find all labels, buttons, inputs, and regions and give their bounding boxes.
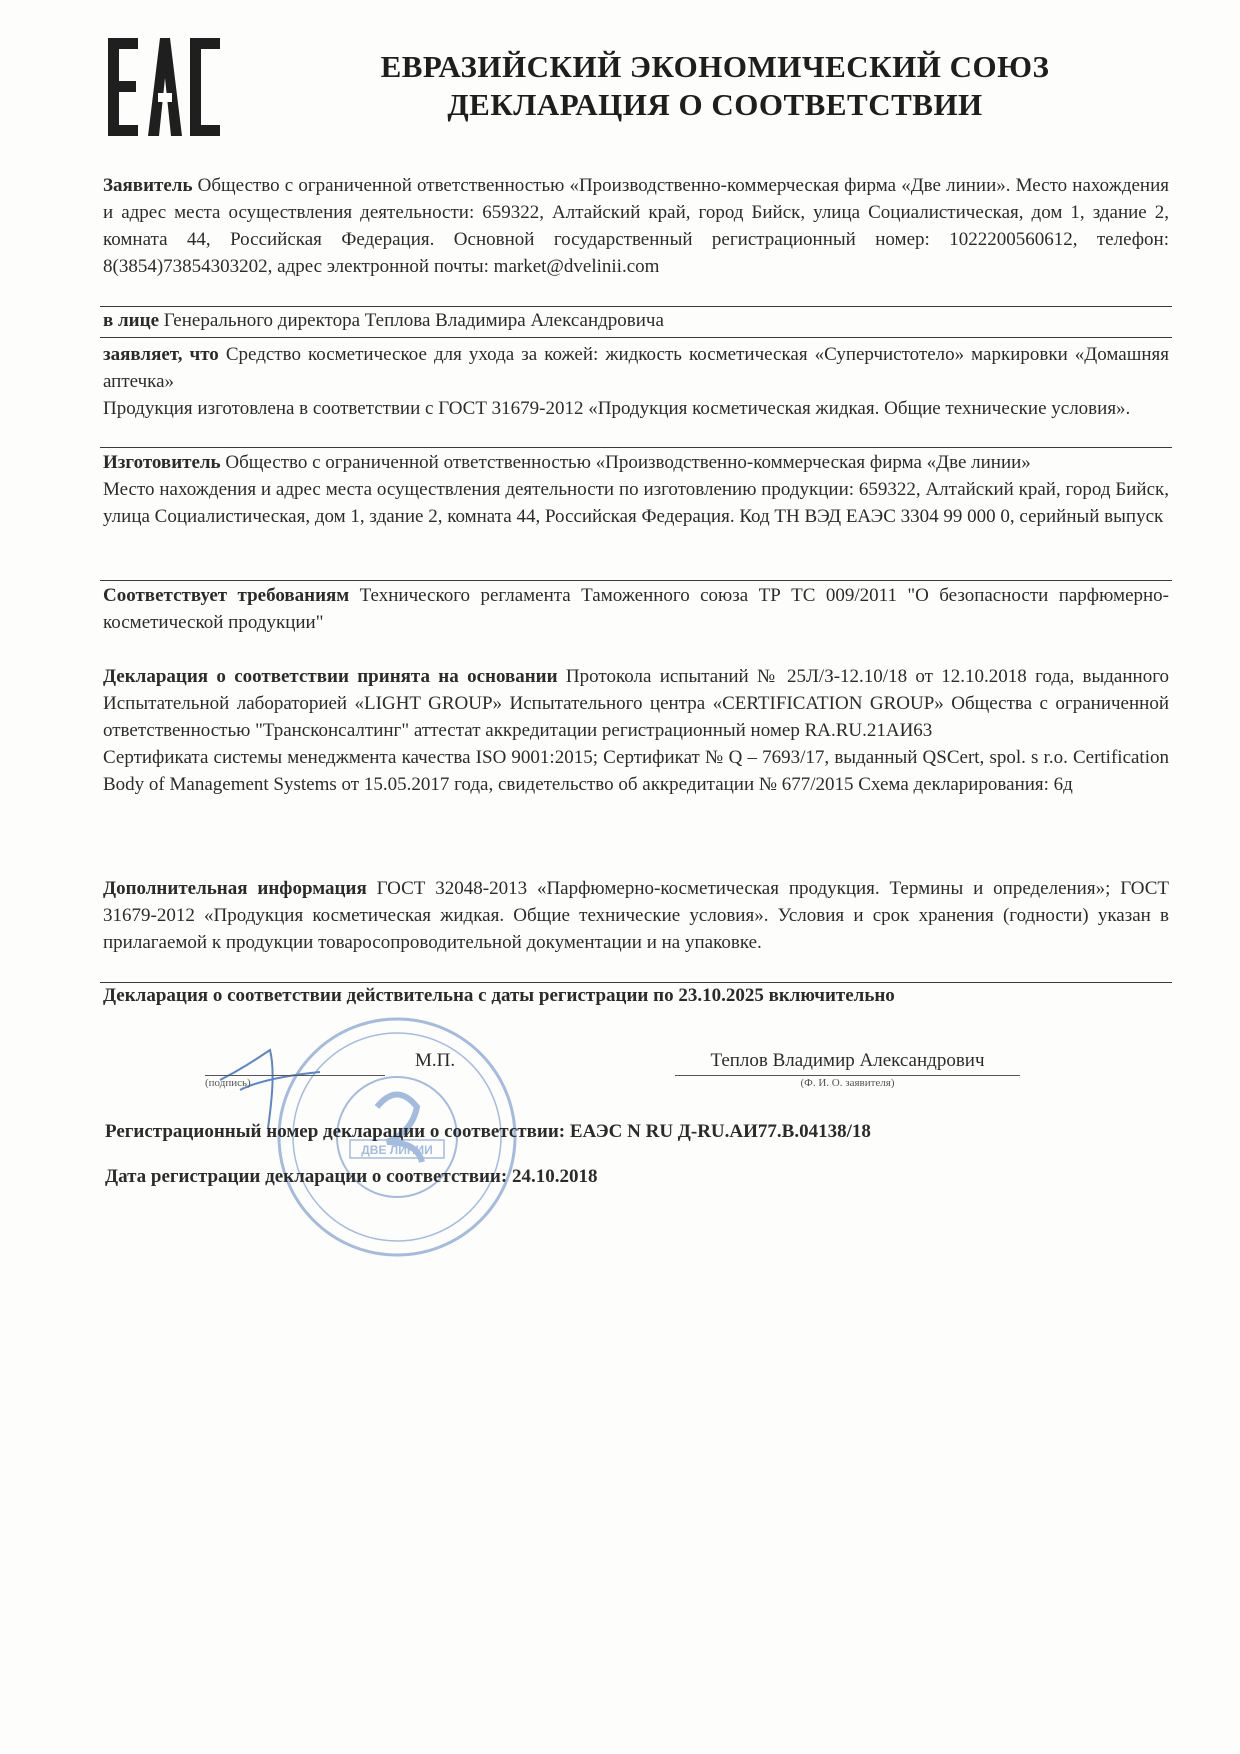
- basis-label: Декларация о соответствии принята на основании: [103, 666, 558, 687]
- represented-label: в лице: [103, 310, 159, 331]
- additional-text: ГОСТ 32048-2013 «Парфюмерно-косметическая продукция. Термины и определения»; ГОСТ 31679-2012 «Продукция косметическая жидкая. Общие технические условия». Условия и срок хранения (годности) указан в прилагаемой к продукции товаросопроводительной документации и на упаковке.: [103, 878, 1170, 953]
- validity-line: Декларация о соответствии действительна с даты регистрации по 23.10.2025 включительно: [103, 985, 895, 1006]
- manufacturer-label: Изготовитель: [103, 452, 221, 473]
- document-title: [330, 48, 1100, 124]
- declares-label: заявляет, что: [103, 344, 219, 365]
- eac-logo: [108, 38, 220, 136]
- registration-number: Регистрационный номер декларации о соответствии: ЕАЭС N RU Д-RU.АИ77.В.04138/18: [105, 1121, 871, 1142]
- signer-name: Теплов Владимир Александрович: [710, 1050, 985, 1071]
- represented-text: Генерального директора Теплова Владимира Александровича: [163, 310, 664, 331]
- registration-date: Дата регистрации декларации о соответствии: 24.10.2018: [105, 1166, 598, 1187]
- declares-gost: Продукция изготовлена в соответствии с ГОСТ 31679-2012 «Продукция косметическая жидкая. Общие технические условия».: [103, 398, 1131, 419]
- declares-text: Средство косметическое для ухода за кожей: жидкость косметическая «Суперчистотело» маркировки «Домашняя аптечка»: [103, 344, 1170, 392]
- divider: [100, 337, 1172, 338]
- additional-block: [103, 875, 1169, 956]
- seal-place-label: М.П.: [415, 1050, 456, 1071]
- title-union: ЕВРАЗИЙСКИЙ ЭКОНОМИЧЕСКИЙ СОЮЗ: [380, 49, 1050, 84]
- divider: [100, 447, 1172, 448]
- applicant-label: Заявитель: [103, 175, 193, 196]
- signature: [200, 1010, 350, 1130]
- manufacturer-text: Общество с ограниченной ответственностью «Производственно-коммерческая фирма «Две линии»: [225, 452, 1031, 473]
- basis-certificates: Сертификата системы менеджмента качества ISO 9001:2015; Сертификат № Q – 7693/17, выданный QSCert, spol. s r.o. Certification Body of Management Systems от 15.05.2017 года, свидетельство об аккредитации № 677/2015 Схема декларирования: 6д: [103, 747, 1169, 795]
- applicant-block: [103, 172, 1169, 280]
- basis-block: [103, 663, 1169, 798]
- manufacturer-address: Место нахождения и адрес места осуществления деятельности по изготовлению продукции: 659322, Алтайский край, город Бийск, улица Социалистическая, дом 1, здание 2, комната 44, Российская Федерация. Код ТН ВЭД ЕАЭС 3304 99 000 0, серийный выпуск: [103, 479, 1169, 527]
- basis-text: Протокола испытаний № 25Л/З-12.10/18 от 12.10.2018 года, выданного Испытательной лабораторией «LIGHT GROUP» Испытательного центра «CERTIFICATION GROUP» Общества с ограниченной ответственностью "Трансконсалтинг" аттестат аккредитации регистрационный номер RA.RU.21АИ63: [103, 666, 1170, 741]
- seal-brand: ДВЕ ЛИНИИ: [361, 1143, 433, 1157]
- conforms-text: Технического регламента Таможенного союза ТР ТС 009/2011 "О безопасности парфюмерно-косметической продукции": [103, 585, 1170, 633]
- applicant-text: Общество с ограниченной ответственностью «Производственно-коммерческая фирма «Две линии». Место нахождения и адрес места осуществления деятельности: 659322, Алтайский край, город Бийск, улица Социалистическая, дом 1, здание 2, комната 44, Российская Федерация. Основной государственный регистрационный номер: 1022200560612, телефон: 8(3854)73854303202, адрес электронной почты: market@dvelinii.com: [103, 175, 1170, 277]
- title-declaration: ДЕКЛАРАЦИЯ О СООТВЕТСТВИИ: [447, 87, 983, 122]
- name-caption: (Ф. И. О. заявителя): [800, 1077, 895, 1089]
- signature-caption: (подпись): [205, 1077, 251, 1089]
- declares-block: [103, 341, 1169, 422]
- additional-label: Дополнительная информация: [103, 878, 367, 899]
- manufacturer-block: [103, 449, 1169, 530]
- conforms-label: Соответствует требованиям: [103, 585, 350, 606]
- conforms-block: [103, 582, 1169, 636]
- signature-line: [205, 1075, 385, 1076]
- name-line: [675, 1075, 1020, 1076]
- represented-block: [103, 307, 1169, 334]
- divider: [100, 580, 1172, 581]
